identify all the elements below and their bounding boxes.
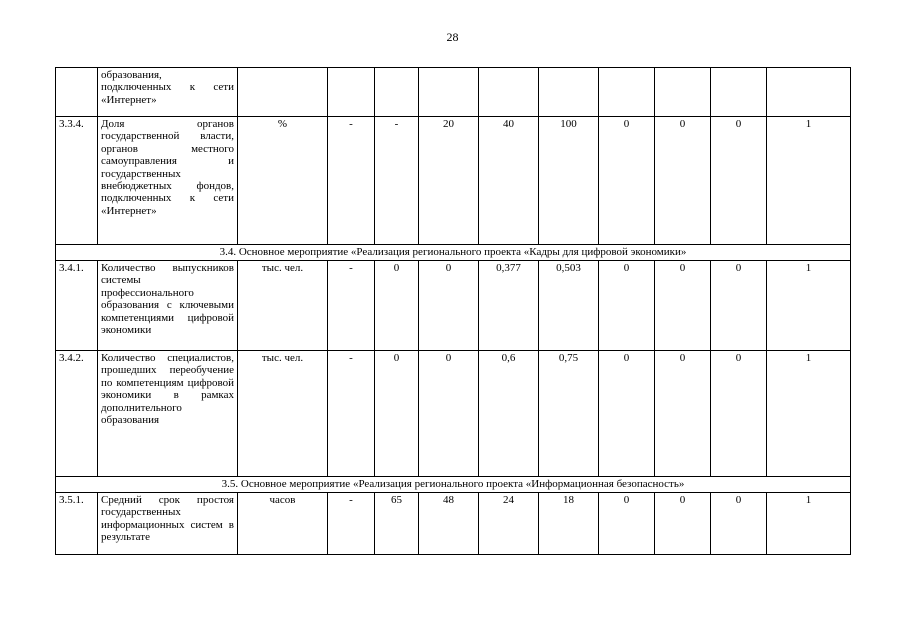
value-cell: 100 [539, 117, 599, 245]
indicator-name: Количество специалистов, прошедших переобучение по компетенциям цифровой экономики в рамках дополнительного образования [98, 351, 238, 477]
value-cell: 1 [767, 117, 851, 245]
value-cell: 0 [655, 261, 711, 351]
empty-cell [238, 68, 328, 117]
value-cell: 0,6 [479, 351, 539, 477]
value-cell: 0 [655, 493, 711, 555]
row-number [56, 68, 98, 117]
value-cell: 1 [767, 261, 851, 351]
value-cell: - [328, 493, 375, 555]
value-cell: 48 [419, 493, 479, 555]
value-cell: 0 [711, 117, 767, 245]
value-cell: 0,377 [479, 261, 539, 351]
value-cell: 0 [711, 493, 767, 555]
empty-cell [711, 68, 767, 117]
value-cell: - [375, 117, 419, 245]
value-cell: 0 [599, 261, 655, 351]
value-cell: 0 [375, 351, 419, 477]
empty-cell [767, 68, 851, 117]
value-cell: 20 [419, 117, 479, 245]
empty-cell [599, 68, 655, 117]
section-row [56, 477, 851, 493]
unit-cell: тыс. чел. [238, 351, 328, 477]
table-row [56, 117, 851, 245]
empty-cell [479, 68, 539, 117]
value-cell: - [328, 117, 375, 245]
indicator-name: образования, подключенных к сети «Интернет» [98, 68, 238, 117]
row-number: 3.5.1. [56, 493, 98, 555]
section-title: 3.5. Основное мероприятие «Реализация регионального проекта «Информационная безопасность» [56, 477, 851, 493]
value-cell: 0 [655, 117, 711, 245]
indicator-name: Доля органов государственной власти, органов местного самоуправления и государственных внебюджетных фондов, подключенных к сети «Интернет» [98, 117, 238, 245]
section-title: 3.4. Основное мероприятие «Реализация регионального проекта «Кадры для цифровой экономики» [56, 245, 851, 261]
value-cell: - [328, 261, 375, 351]
page-number: 28 [446, 30, 459, 44]
value-cell: 0,75 [539, 351, 599, 477]
value-cell: 24 [479, 493, 539, 555]
row-number: 3.4.2. [56, 351, 98, 477]
row-number: 3.4.1. [56, 261, 98, 351]
unit-cell: часов [238, 493, 328, 555]
empty-cell [419, 68, 479, 117]
value-cell: 0 [655, 351, 711, 477]
indicator-name: Количество выпускников системы профессионального образования с ключевыми компетенциями цифровой экономики [98, 261, 238, 351]
indicators-table [55, 67, 851, 555]
empty-cell [539, 68, 599, 117]
value-cell: 0,503 [539, 261, 599, 351]
row-number: 3.3.4. [56, 117, 98, 245]
value-cell: 1 [767, 493, 851, 555]
value-cell: - [328, 351, 375, 477]
unit-cell: % [238, 117, 328, 245]
empty-cell [375, 68, 419, 117]
table-row [56, 261, 851, 351]
value-cell: 1 [767, 351, 851, 477]
table-row [56, 68, 851, 117]
table-row [56, 351, 851, 477]
value-cell: 40 [479, 117, 539, 245]
value-cell: 0 [599, 493, 655, 555]
table-row [56, 493, 851, 555]
value-cell: 0 [599, 117, 655, 245]
value-cell: 0 [711, 351, 767, 477]
empty-cell [655, 68, 711, 117]
indicator-name: Средний срок простоя государственных информационных систем в результате [98, 493, 238, 555]
value-cell: 0 [419, 351, 479, 477]
section-row [56, 245, 851, 261]
value-cell: 0 [711, 261, 767, 351]
empty-cell [328, 68, 375, 117]
value-cell: 0 [419, 261, 479, 351]
value-cell: 0 [375, 261, 419, 351]
value-cell: 18 [539, 493, 599, 555]
value-cell: 65 [375, 493, 419, 555]
value-cell: 0 [599, 351, 655, 477]
unit-cell: тыс. чел. [238, 261, 328, 351]
